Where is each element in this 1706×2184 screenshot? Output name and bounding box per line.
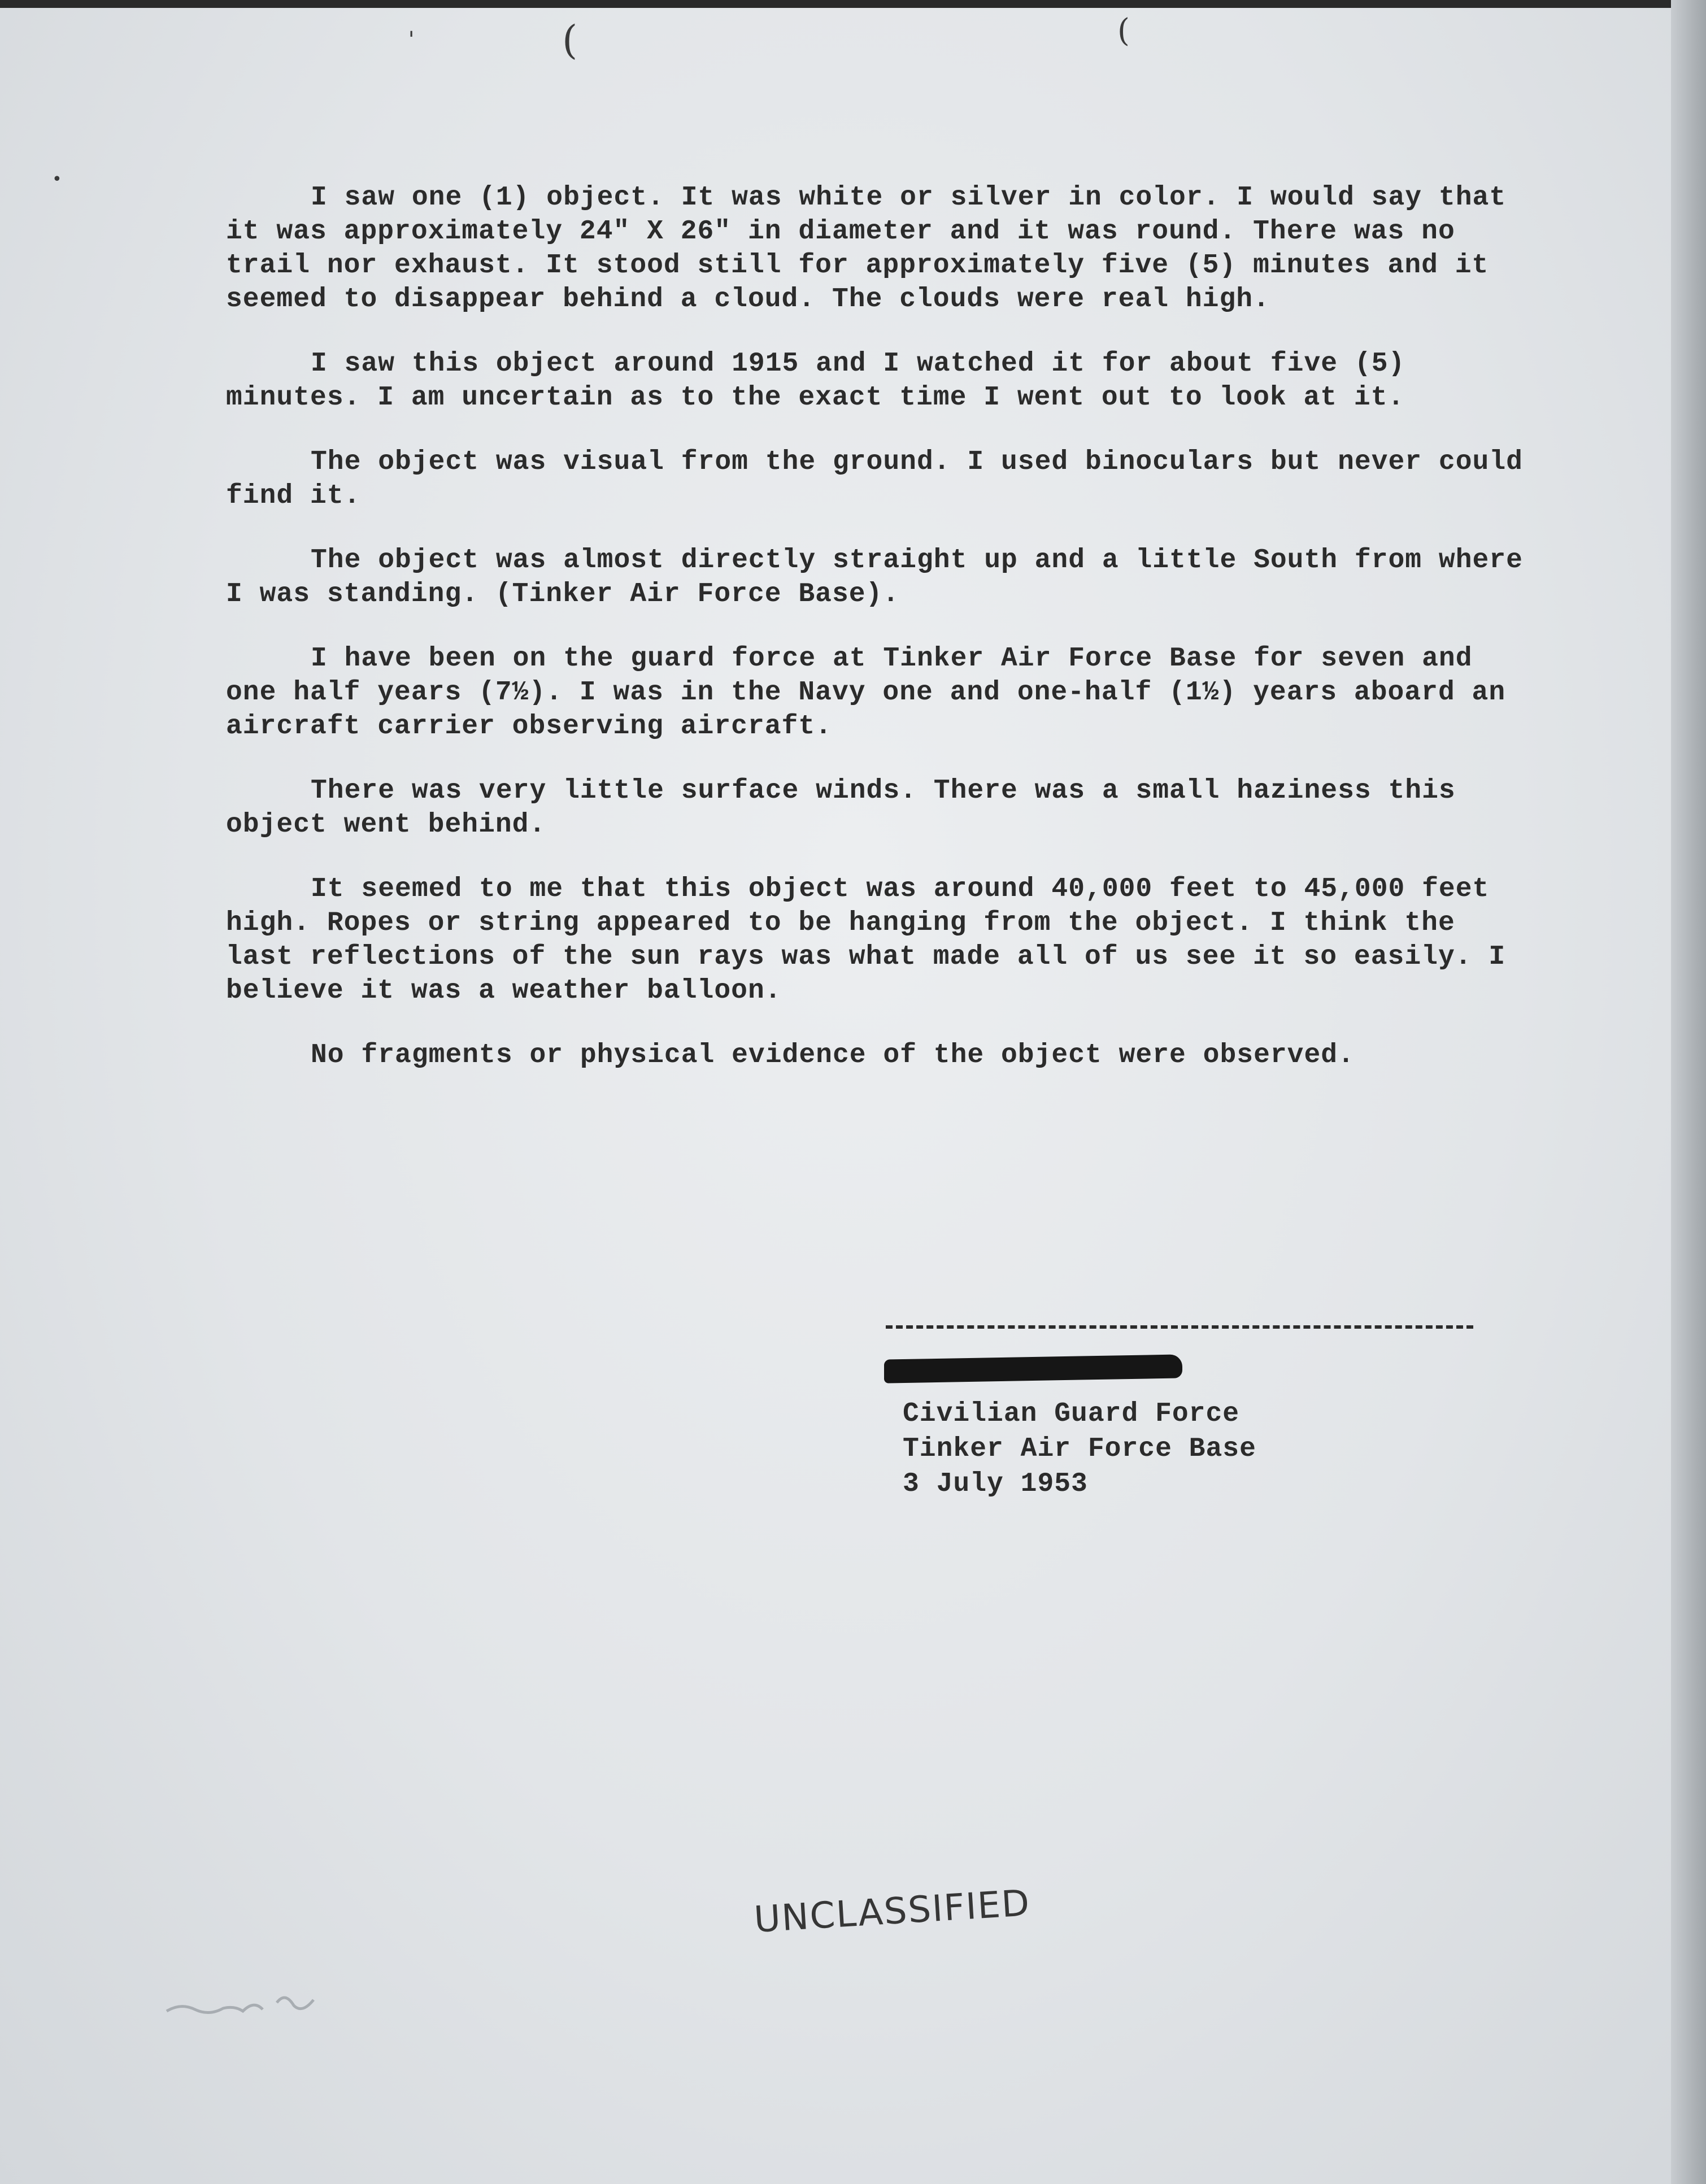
- signature-date: 3 July 1953: [903, 1469, 1088, 1499]
- paragraph: The object was visual from the ground. I used binoculars but never could find it.: [226, 447, 1540, 511]
- signature-organization: Civilian Guard Force: [903, 1399, 1240, 1429]
- scan-mark: (: [562, 17, 578, 63]
- scan-mark: ˈ: [408, 27, 415, 56]
- page-top-edge: [0, 0, 1672, 8]
- paragraph: I have been on the guard force at Tinker Air Force Base for seven and one half years (7½). I was in the Navy one and one-half (1½) years aboard an aircraft carrier observing aircraft.: [226, 643, 1522, 742]
- paragraph: It seemed to me that this object was around 40,000 feet to 45,000 feet high. Ropes or string appeared to be hanging from the object. I think the last reflections of the sun rays was what made all of us see it so easily. I believe it was a weather balloon.: [226, 874, 1522, 1006]
- page-right-edge: [1671, 0, 1706, 2184]
- pencil-mark: [164, 1980, 350, 2025]
- paragraph: No fragments or physical evidence of the object were observed.: [311, 1040, 1355, 1071]
- signature-block: [903, 1396, 1256, 1502]
- signature-line: [886, 1325, 1473, 1329]
- scan-mark: (: [1117, 12, 1130, 49]
- classification-stamp: UNCLASSIFIED: [752, 1882, 1032, 1941]
- paragraph: I saw one (1) object. It was white or silver in color. I would say that it was approximately 24" X 26" in diameter and it was round. There was no trail nor exhaust. It stood still for approximately five (5) minutes and it seemed to disappear behind a cloud. The clouds were real high.: [226, 182, 1523, 315]
- redacted-name: [884, 1354, 1182, 1383]
- paragraph: I saw this object around 1915 and I watched it for about five (5) minutes. I am uncertain as to the exact time I went out to look at it.: [226, 349, 1422, 413]
- scan-mark: •: [52, 169, 62, 189]
- statement-body: [226, 181, 1540, 1103]
- paragraph: There was very little surface winds. There was a small haziness this object went behind.: [226, 776, 1473, 840]
- signature-base: Tinker Air Force Base: [903, 1434, 1256, 1464]
- paragraph: The object was almost directly straight up and a little South from where I was standing. (Tinker Air Force Base).: [226, 545, 1540, 610]
